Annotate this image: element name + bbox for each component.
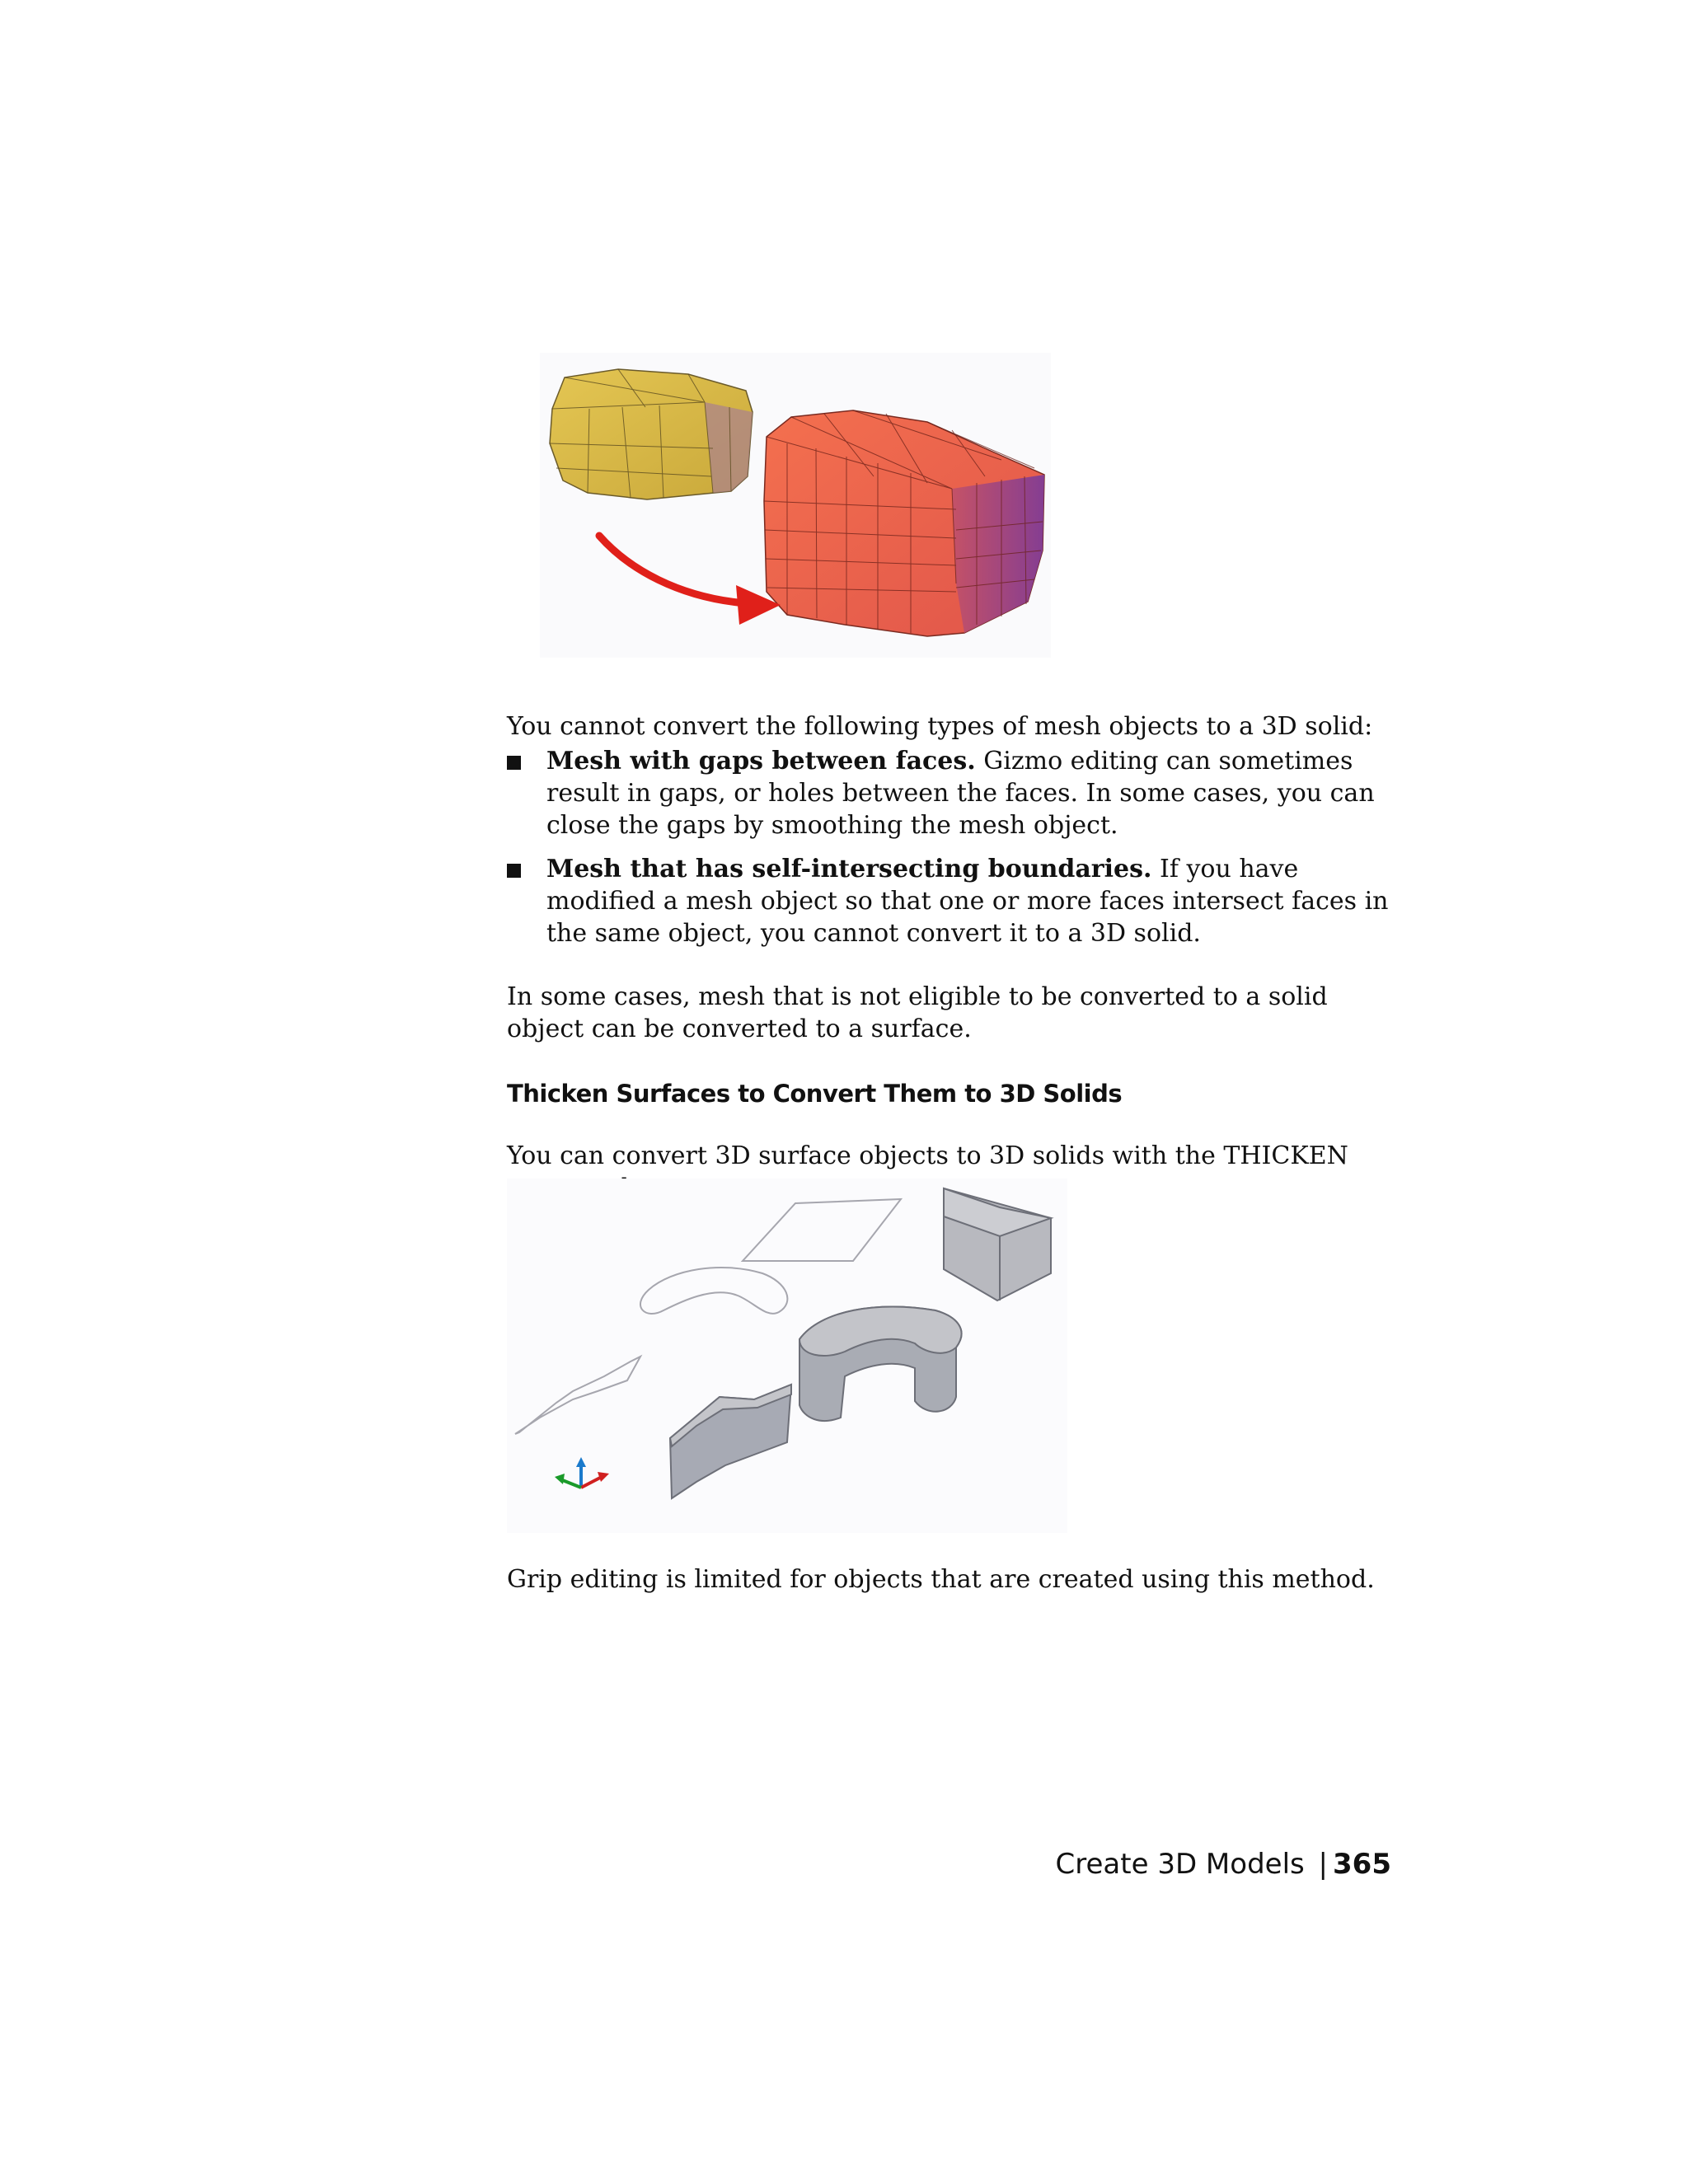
bullet-square-icon	[507, 756, 521, 770]
section-heading: Thicken Surfaces to Convert Them to 3D Solids	[507, 1080, 1123, 1108]
mesh-surface-note: In some cases, mesh that is not eligible to be converted to a solid object can be converted to a surface.	[507, 982, 1328, 1043]
bullet-title: Mesh that has self-intersecting boundaries.	[546, 855, 1152, 883]
bullet-text: If you have modified a mesh object so that one or more faces intersect faces in the same object, you cannot convert it to a 3D solid.	[546, 855, 1389, 948]
bullet-title: Mesh with gaps between faces.	[546, 747, 976, 776]
bullet-text: Gizmo editing can sometimes result in gaps, or holes between the faces. In some cases, you can close the gaps by smoothing the mesh object.	[546, 747, 1375, 840]
intro-text: You cannot convert the following types of mesh objects to a 3D solid:	[507, 712, 1373, 741]
mesh-to-solid-figure	[540, 353, 1051, 658]
footer-section: Create 3D Models	[1055, 1848, 1305, 1881]
bullet-square-icon	[507, 864, 521, 878]
grip-text: Grip editing is limited for objects that are created using this method.	[507, 1565, 1375, 1594]
list-item	[507, 853, 1397, 949]
page-number: 365	[1333, 1848, 1391, 1881]
yellow-mesh-box	[550, 369, 753, 499]
thicken-figure	[507, 1179, 1067, 1533]
list-item	[507, 745, 1397, 841]
footer-separator: |	[1318, 1848, 1329, 1881]
thicken-text: You can convert 3D surface objects to 3D solids with the THICKEN	[507, 1141, 1348, 1170]
page-footer	[989, 1848, 1391, 1881]
